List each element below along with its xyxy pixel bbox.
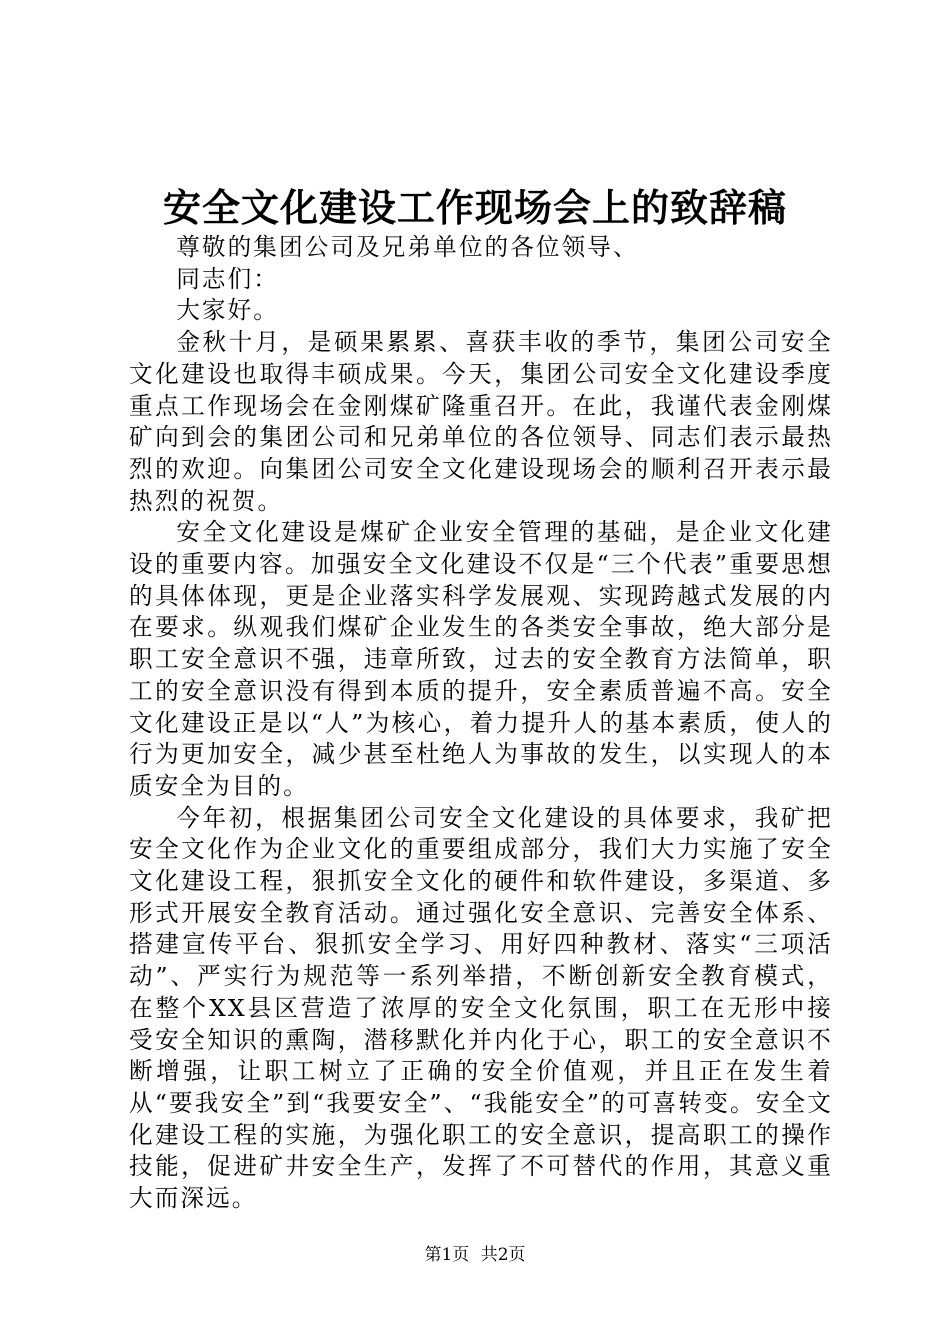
document-title: 安全文化建设工作现场会上的致辞稿 (162, 185, 787, 230)
body-paragraph: 今年初，根据集团公司安全文化建设的具体要求，我矿把安全文化作为企业文化的重要组成部分，我们大力实施了安全文化建设工程，狠抓安全文化的硬件和软件建设，多渠道、多形式开展安全教育活动。通过强化安全意识、完善安全体系、搭建宣传平台、狠抓安全学习、用好四种教材、落实“三项活动”、严实行为规范等一系列举措，不断创新安全教育模式，在整个XX县区营造了浓厚的安全文化氛围，职工在无形中接受安全知识的熏陶，潜移默化并内化于心，职工的安全意识不断增强，让职工树立了正确的安全价值观，并且正在发生着从“要我安全”到“我要安全”、“我能安全”的可喜转变。安全文化建设工程的实施，为强化职工的安全意识，提高职工的操作技能，促进矿井安全生产，发挥了不可替代的作用，其意义重大而深远。 (129, 803, 833, 1213)
greeting-paragraph: 大家好。 (176, 296, 279, 325)
salutation-paragraph: 尊敬的集团公司及兄弟单位的各位领导、 (176, 233, 639, 261)
current-page-number: 第1页 (424, 1245, 470, 1265)
page-footer (0, 1244, 950, 1266)
total-page-count: 共2页 (480, 1245, 526, 1265)
body-paragraph: 安全文化建设是煤矿企业安全管理的基础，是企业文化建设的重要内容。加强安全文化建设不仅是“三个代表”重要思想的具体体现，更是企业落实科学发展观、实现跨越式发展的内在要求。纵观我们煤矿企业发生的各类安全事故，绝大部分是职工安全意识不强，违章所致，过去的安全教育方法简单，职工的安全意识没有得到本质的提升，安全素质普遍不高。安全文化建设正是以“人”为核心，着力提升人的基本素质，使人的行为更加安全，减少甚至杜绝人为事故的发生，以实现人的本质安全为目的。 (129, 518, 833, 800)
document-body (129, 232, 833, 1215)
salutation-continued-paragraph: 同志们： (176, 264, 279, 293)
body-paragraph: 金秋十月，是硕果累累、喜获丰收的季节，集团公司安全文化建设也取得丰硕成果。今天，集团公司安全文化建设季度重点工作现场会在金刚煤矿隆重召开。在此，我谨代表金刚煤矿向到会的集团公司和兄弟单位的各位领导、同志们表示最热烈的欢迎。向集团公司安全文化建设现场会的顺利召开表示最热烈的祝贺。 (129, 328, 833, 515)
